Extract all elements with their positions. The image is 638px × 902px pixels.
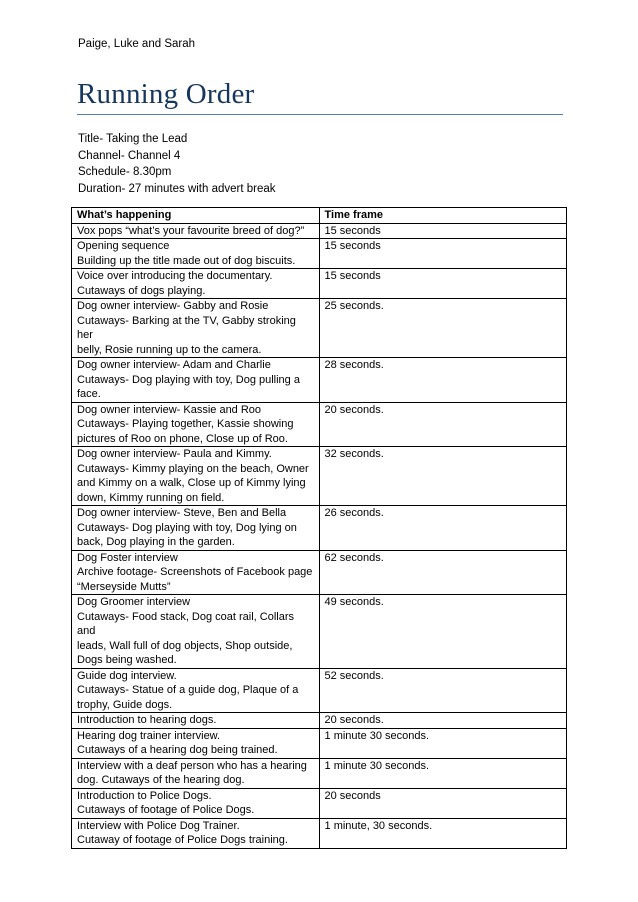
whats-happening-cell — [72, 595, 320, 669]
description-line: Dogs being washed. — [77, 654, 177, 666]
description-line: Dog owner interview- Paula and Kimmy. — [77, 448, 272, 460]
time-frame-cell: 1 minute 30 seconds. — [319, 758, 566, 788]
whats-happening-cell — [72, 758, 320, 788]
time-frame-cell: 20 seconds. — [319, 713, 566, 729]
whats-happening-cell — [72, 728, 320, 758]
table-row — [72, 550, 567, 595]
description-line: Guide dog interview. — [77, 669, 177, 682]
whats-happening-cell — [72, 239, 320, 269]
whats-happening-cell — [72, 269, 320, 299]
document-title: Running Order — [77, 78, 255, 110]
whats-happening-cell — [72, 402, 320, 447]
table-row — [72, 269, 567, 299]
description-line: Cutaways of dogs playing. — [77, 284, 206, 297]
whats-happening-cell — [72, 788, 320, 818]
table-row — [72, 358, 567, 403]
description-line: Cutaways- Dog playing with toy, Dog pulling a — [77, 373, 300, 386]
whats-happening-cell — [72, 713, 320, 729]
table-row — [72, 299, 567, 358]
description-line: Voice over introducing the documentary. — [77, 270, 273, 282]
description-line: Cutaways of a hearing dog being trained. — [77, 744, 278, 756]
table-row — [72, 506, 567, 551]
description-line: down, Kimmy running on field. — [77, 491, 225, 504]
description-line: Dog owner interview- Kassie and Roo — [77, 403, 262, 416]
description-line: “Merseyside Mutts” — [77, 580, 171, 593]
meta-channel: Channel- Channel 4 — [78, 149, 181, 162]
description-line: Cutaways- Playing together, Kassie showing — [77, 418, 294, 430]
column-header-whats-happening: What’s happening — [72, 208, 320, 224]
description-line: belly, Rosie running up to the camera. — [77, 343, 262, 356]
time-frame-cell: 20 seconds — [319, 788, 566, 818]
description-line: Cutaways- Dog playing with toy, Dog lying on — [77, 521, 297, 534]
table-row — [72, 239, 567, 269]
description-line: Vox pops “what’s your favourite breed of dog?” — [77, 224, 305, 237]
description-line: leads, Wall full of dog objects, Shop outside, — [77, 639, 293, 652]
time-frame-cell: 62 seconds. — [319, 550, 566, 595]
time-frame-cell: 25 seconds. — [319, 299, 566, 358]
time-frame-cell: 52 seconds. — [319, 668, 566, 713]
whats-happening-cell — [72, 506, 320, 551]
time-frame-cell: 32 seconds. — [319, 447, 566, 506]
time-frame-cell: 49 seconds. — [319, 595, 566, 669]
whats-happening-cell — [72, 223, 320, 239]
table-row — [72, 223, 567, 239]
description-line: Dog Groomer interview — [77, 596, 191, 608]
description-line: Cutaways- Kimmy playing on the beach, Owner — [77, 462, 309, 475]
description-line: Cutaways- Food stack, Dog coat rail, Collars and — [77, 610, 295, 637]
description-line: Archive footage- Screenshots of Facebook page — [77, 566, 313, 578]
description-line: Cutaway of footage of Police Dogs training. — [77, 834, 288, 846]
description-line: Interview with a deaf person who has a hearing — [77, 759, 307, 772]
meta-duration: Duration- 27 minutes with advert break — [78, 182, 276, 195]
description-line: Cutaways- Statue of a guide dog, Plaque of a — [77, 684, 299, 696]
description-line: Interview with Police Dog Trainer. — [77, 819, 240, 832]
description-line: Dog owner interview- Gabby and Rosie — [77, 300, 269, 312]
meta-title: Title- Taking the Lead — [78, 133, 188, 145]
table-row — [72, 402, 567, 447]
table-row — [72, 713, 567, 729]
table-body — [72, 223, 567, 848]
whats-happening-cell — [72, 818, 320, 848]
description-line: Dog owner interview- Adam and Charlie — [77, 359, 271, 371]
table-row — [72, 595, 567, 669]
time-frame-cell: 20 seconds. — [319, 402, 566, 447]
description-line: dog. Cutaways of the hearing dog. — [77, 774, 245, 786]
programme-details — [78, 131, 276, 197]
description-line: Cutaways- Barking at the TV, Gabby stroking her — [77, 314, 296, 341]
title-underline — [77, 114, 563, 115]
table-row — [72, 447, 567, 506]
author-header: Paige, Luke and Sarah — [78, 38, 196, 50]
time-frame-cell: 28 seconds. — [319, 358, 566, 403]
whats-happening-cell — [72, 447, 320, 506]
time-frame-cell: 15 seconds — [319, 239, 566, 269]
table-row — [72, 788, 567, 818]
time-frame-cell: 15 seconds — [319, 269, 566, 299]
whats-happening-cell — [72, 358, 320, 403]
description-line: Cutaways of footage of Police Dogs. — [77, 804, 255, 816]
time-frame-cell: 26 seconds. — [319, 506, 566, 551]
column-header-time-frame: Time frame — [319, 208, 566, 224]
description-line: Building up the title made out of dog biscuits. — [77, 254, 296, 267]
time-frame-cell: 15 seconds — [319, 223, 566, 239]
time-frame-cell: 1 minute, 30 seconds. — [319, 818, 566, 848]
whats-happening-cell — [72, 299, 320, 358]
table-row — [72, 818, 567, 848]
description-line: Dog owner interview- Steve, Ben and Bella — [77, 507, 287, 519]
description-line: Opening sequence — [77, 240, 170, 252]
whats-happening-cell — [72, 550, 320, 595]
running-order-table — [71, 207, 567, 849]
description-line: Introduction to hearing dogs. — [77, 714, 217, 726]
table-header-row — [72, 208, 567, 224]
table-row — [72, 668, 567, 713]
description-line: pictures of Roo on phone, Close up of Roo. — [77, 432, 288, 445]
time-frame-cell: 1 minute 30 seconds. — [319, 728, 566, 758]
description-line: back, Dog playing in the garden. — [77, 536, 235, 548]
description-line: face. — [77, 388, 101, 400]
description-line: and Kimmy on a walk, Close up of Kimmy lying — [77, 477, 306, 489]
description-line: Introduction to Police Dogs. — [77, 789, 212, 802]
whats-happening-cell — [72, 668, 320, 713]
meta-schedule: Schedule- 8.30pm — [78, 166, 172, 178]
table-row — [72, 758, 567, 788]
table-row — [72, 728, 567, 758]
description-line: Hearing dog trainer interview. — [77, 729, 221, 742]
description-line: Dog Foster interview — [77, 551, 178, 564]
description-line: trophy, Guide dogs. — [77, 698, 173, 711]
